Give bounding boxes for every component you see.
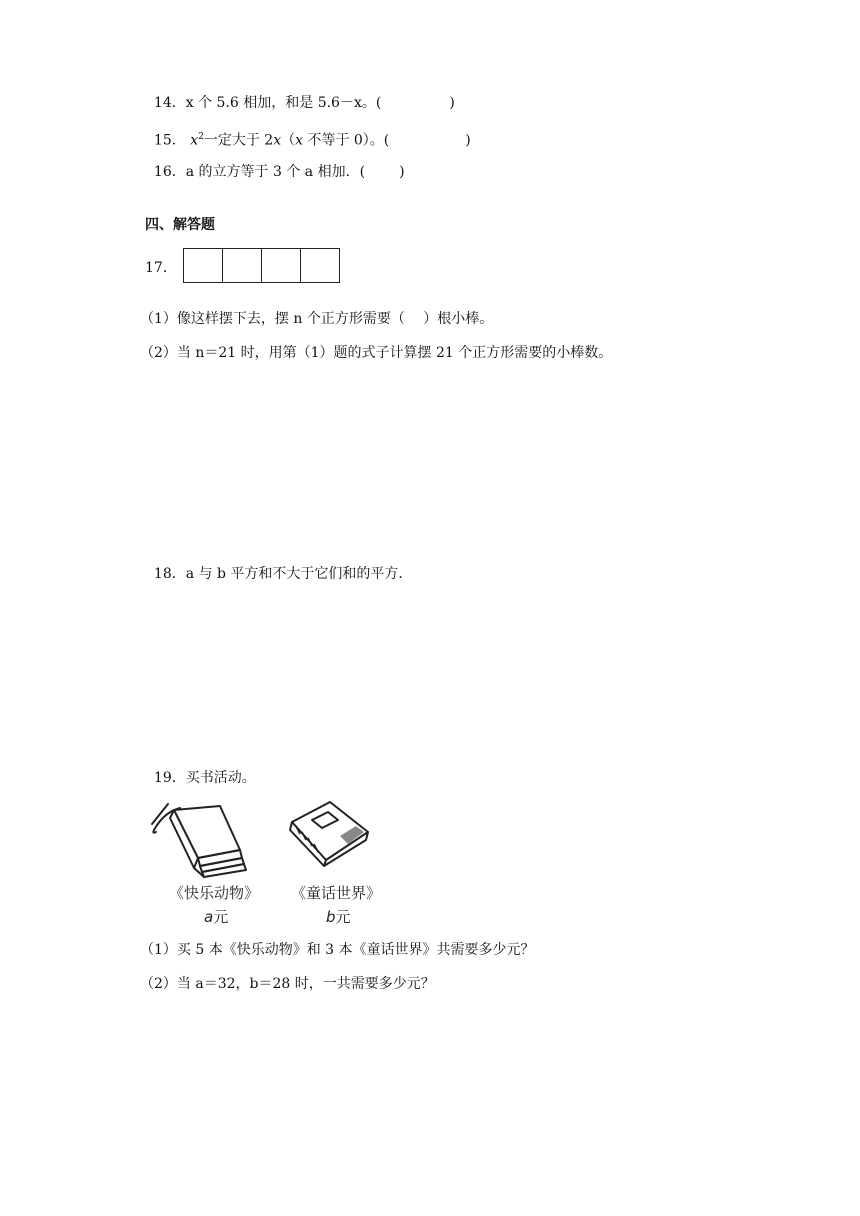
book-1-name: 《快乐动物》 (169, 884, 260, 902)
question-18-number: 18． (153, 566, 186, 582)
price-unit: 元 (335, 908, 351, 926)
square (300, 248, 340, 283)
var-x-3: x (295, 132, 303, 149)
question-19-title: 买书活动。 (185, 770, 256, 786)
square (261, 248, 301, 283)
question-14-close: ) (449, 95, 455, 111)
question-16-text: a 的立方等于 3 个 a 相加．( (185, 164, 366, 180)
question-14-number: 14． (153, 95, 186, 111)
question-18 (145, 544, 412, 584)
question-17-part-2: （2）当 n＝21 时，用第（1）题的式子计算摆 21 个正方形需要的小棒数。 (140, 345, 613, 361)
question-16 (145, 142, 405, 182)
question-15-text-1: 一定大于 2 (203, 132, 274, 149)
book-fairy-world-illustration (284, 798, 374, 868)
question-16-close: ) (399, 164, 405, 180)
exponent: 2 (198, 132, 204, 142)
square (222, 248, 262, 283)
question-19-number: 19． (153, 770, 186, 786)
question-15-text-3: 不等于 0）。( (303, 132, 390, 149)
question-17-part-1: （1）像这样摆下去，摆 n 个正方形需要（ ）根小棒。 (140, 311, 494, 327)
question-18-text: a 与 b 平方和不大于它们和的平方． (185, 566, 413, 582)
square (183, 248, 223, 283)
question-19-part-1: （1）买 5 本《快乐动物》和 3 本《童话世界》共需要多少元？ (140, 942, 535, 958)
section-heading: 四、解答题 (145, 217, 215, 233)
var-x-2: x (273, 132, 282, 149)
question-15-text-2: （ (281, 132, 296, 149)
question-14-text: x 个 5.6 相加，和是 5.6－x。( (185, 95, 382, 111)
question-19 (145, 748, 256, 788)
book-happy-animals-illustration (150, 800, 250, 880)
book-2-name: 《童话世界》 (291, 884, 382, 902)
question-15-number: 15． (153, 132, 186, 149)
stick-squares-figure (183, 248, 340, 283)
question-15-close: ) (465, 132, 471, 149)
price-variable-a: a (204, 908, 214, 926)
price-unit: 元 (213, 908, 229, 926)
question-17-number: 17． (145, 260, 177, 276)
book-2-price (326, 906, 351, 927)
question-19-part-2: （2）当 a＝32，b＝28 时，一共需要多少元？ (140, 976, 435, 992)
question-16-number: 16． (153, 164, 186, 180)
var-x: x (190, 132, 199, 149)
price-variable-b: b (326, 908, 336, 926)
book-1-price (204, 906, 228, 927)
